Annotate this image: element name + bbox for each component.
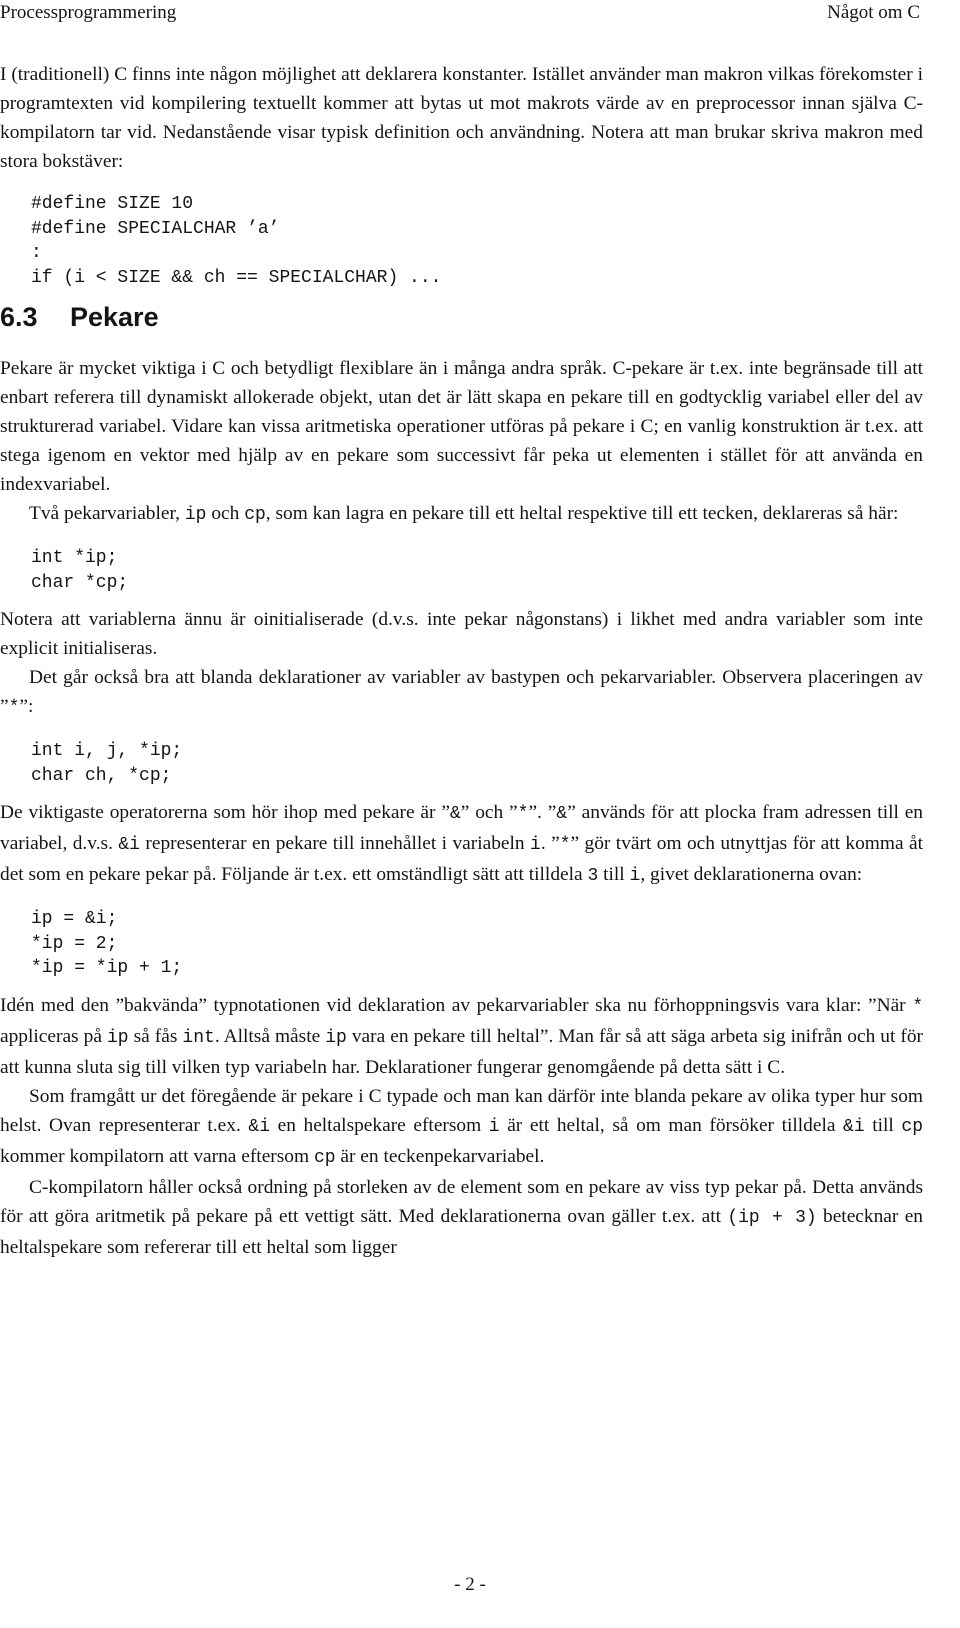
- section-title: Pekare: [70, 302, 159, 332]
- paragraph-operators: De viktigaste operatorerna som hör ihop med pekare är ”&” och ”*”. ”&” används för att plocka fram adressen till en variabel, d.v.s. &i representerar en pekare till innehållet i variabeln i. ”*” gör tvärt om och utnyttjas för att komma åt det som en pekare pekar på. Följande är t.ex. ett omständligt sätt att tilldela 3 till i, givet deklarationerna ovan:: [0, 802, 923, 886]
- paragraph-pointers-intro: Pekare är mycket viktiga i C och betydligt flexiblare än i många andra språk. C-pekare är t.ex. inte begränsade till att enbart referera till dynamiskt allokerade objekt, utan det är lätt skapa en pekare till en godtycklig variabel eller del av strukturerad variabel. Vidare kan vissa aritmetiska operationer utföras på pekare i C; en vanlig konstruktion är t.ex. att stega igenom en vektor med hjälp av en pekare som successivt får peka ut elementen i stället för att använda en indexvariabel.: [0, 358, 923, 495]
- header-course-title: Processprogrammering: [0, 2, 177, 23]
- page-number: - 2 -: [454, 1574, 486, 1595]
- intro-paragraph: I (traditionell) C finns inte någon möjlighet att deklarera konstanter. Istället använder man makron vilkas förekomster i programtexten vid kompilering textuellt kommer att bytas ut mot makrots värde av en preprocessor innan själva C-kompilatorn tar vid. Nedanstående visar typisk definition och användning. Notera att man brukar skriva makron med stora bokstäver:: [0, 64, 923, 172]
- paragraph-type-notation: Idén med den ”bakvända” typnotationen vid deklaration av pekarvariabler ska nu förhoppningsvis vara klar: ”När * appliceras på ip så fås int. Alltså måste ip vara en pekare till heltal”. Man får så att säga arbeta sig inifrån och ut för att kunna sluta sig till vilken typ variabeln har. Deklarationer fungerar genomgående på detta sätt i C.: [0, 994, 924, 1078]
- paragraph-pointer-declaration: Två pekarvariabler, ip och cp, som kan lagra en pekare till ett heltal respektive till ett tecken, deklareras så här:: [29, 503, 899, 525]
- assignment-code-block: ip = &i; *ip = 2; *ip = *ip + 1;: [31, 909, 183, 978]
- header-chapter-title: Något om C: [827, 2, 920, 23]
- pointer-decl-code-block: int *ip; char *cp;: [31, 548, 129, 593]
- page-content: [0, 60, 923, 1262]
- paragraph-pointer-arithmetic: C-kompilatorn håller också ordning på storleken av de element som en pekare av viss typ pekar på. Detta används för att göra aritmetik på pekare på ett vettigt sätt. Med deklarationerna ovan gäller t.ex. att (ip + 3) betecknar en heltalspekare som refererar till ett heltal som ligger: [0, 1176, 923, 1258]
- paragraph-uninitialized: Notera att variablerna ännu är oinitialiserade (d.v.s. inte pekar någonstans) i likhet med andra variabler som inte explicit initialiseras.: [0, 609, 923, 659]
- paragraph-mixed-declarations: Det går också bra att blanda deklarationer av variabler av bastypen och pekarvariabler. Observera placeringen av ”*”:: [0, 667, 923, 718]
- section-heading: [0, 300, 923, 334]
- mixed-decl-code-block: int i, j, *ip; char ch, *cp;: [31, 741, 183, 786]
- page-header: [0, 0, 950, 30]
- paragraph-typed-pointers: Som framgått ur det föregående är pekare i C typade och man kan därför inte blanda pekare av olika typer hur som helst. Ovan representerar t.ex. &i en heltalspekare eftersom i är ett heltal, så om man försöker tilldela &i till cp kommer kompilatorn att varna eftersom cp är en teckenpekarvariabel.: [0, 1085, 923, 1168]
- section-number: 6.3: [0, 302, 38, 332]
- macro-code-block: #define SIZE 10 #define SPECIALCHAR ’a’ : if (i < SIZE && ch == SPECIALCHAR) ...: [31, 194, 442, 288]
